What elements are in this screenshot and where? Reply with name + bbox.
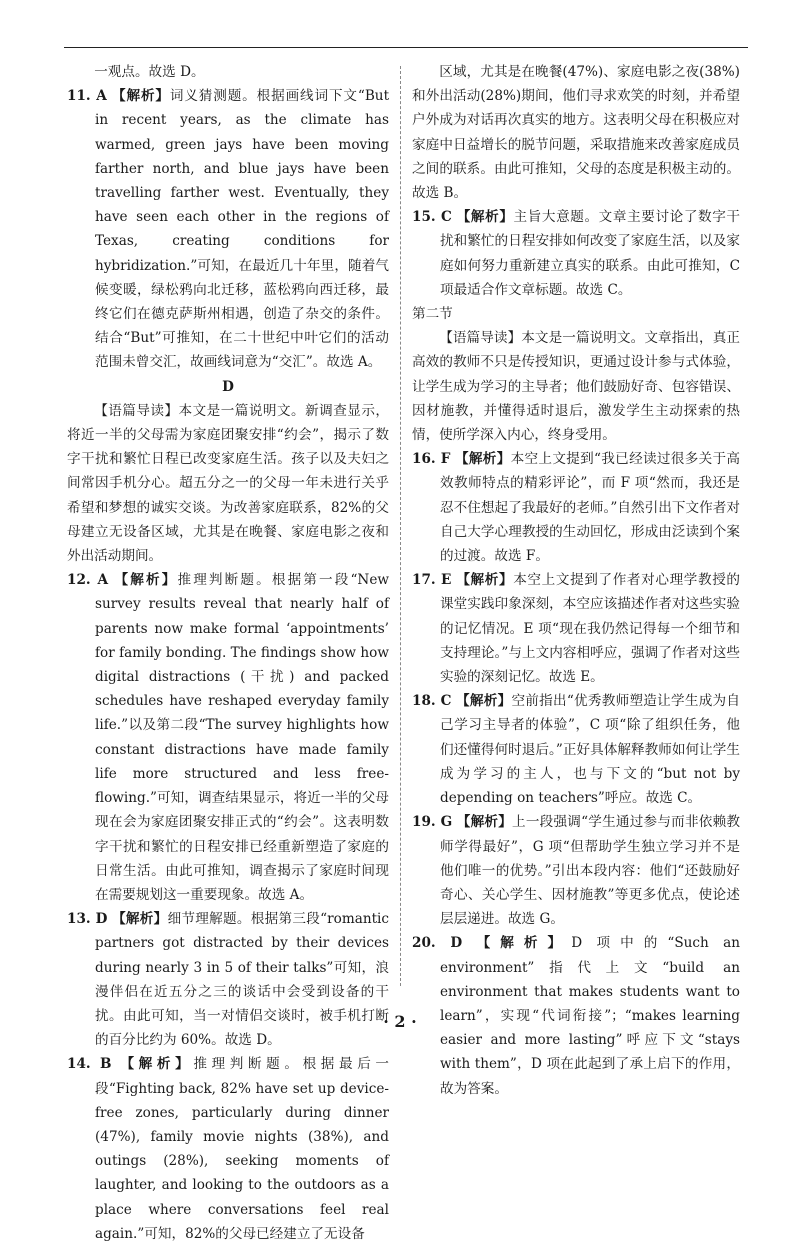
item-number: 15. C	[412, 209, 452, 226]
analysis-text: 推理判断题。根据最后一段“Fighting back, 82% have set up device-free zones, particularly during dinner (47%), family movie nights (38%), and outings (28%), seeking moments of laughter, and looking to the outdoors as a place where conversations feel real again.”可知，82%的父母已经建立了无设备	[95, 1056, 390, 1242]
analysis-tag: 【解析】	[456, 209, 514, 226]
analysis-tag: 【解析】	[120, 1056, 194, 1073]
analysis-text: 推理判断题。根据第一段“New survey results reveal that nearly half of parents now make formal ‘appointments’ for family bonding. The findings show how digital distractions (干扰) and packed schedules have reshaped everyday family life.”以及第二段“The survey highlights how constant distractions have made family life more structured and less free-flowing.”可知，调查结果显示，将近一半的父母现在会为家庭团聚安排正式的“约会”。这表明数字干扰和繁忙的日程安排已经重新塑造了家庭的日常生活。由此可推知，调查揭示了家庭时间现在需要规划这一重要现象。故选 A。	[95, 572, 390, 903]
passage-heading: D	[222, 378, 234, 395]
analysis-text: 空前指出“优秀教师塑造让学生成为自己学习主导者的体验”，C 项“除了组织任务，他们还懂得何时退后。”正好具体解释教师如何让学生成为学习的主人，也与下文的“but not by depending on teachers”呼应。故选 C。	[440, 693, 741, 807]
item-number: 11. A	[67, 88, 107, 105]
analysis-tag: 【解析】	[456, 572, 514, 589]
answer-item	[412, 810, 740, 931]
column-divider	[400, 66, 401, 986]
item-number: 19. G	[412, 814, 453, 831]
answer-item	[412, 568, 740, 689]
answer-item	[67, 568, 389, 907]
passage-guide: 【语篇导读】本文是一篇说明文。文章指出，真正高效的教师不只是传授知识，更通过设计参与式体验，让学生成为学习的主导者；他们鼓励好奇、包容错误、因材施教，并懂得适时退后，激发学生主动探索的热情，使所学深入内心，终身受用。	[412, 330, 740, 444]
analysis-text: 词义猜测题。根据画线词下文“But in recent years, as the climate has warmed, green jays have been moving farther north, and blue jays have been travelling farther west. Eventually, they have seen each other in the regions of Texas, creating conditions for hybridization.”可知，在最近几十年里，随着气候变暖，绿松鸦向北迁移，蓝松鸦向西迁移，最终它们在德克萨斯州相遇，创造了杂交的条件。结合“But”可推知，在二十世纪中叶它们的活动范围未曾交汇，故画线词意为“交汇”。故选 A。	[95, 88, 390, 371]
analysis-tag: 【解析】	[456, 693, 512, 710]
answer-item	[67, 1052, 389, 1246]
item-number: 12. A	[67, 572, 109, 589]
continued-text: 区域，尤其是在晚餐(47%)、家庭电影之夜(38%)和外出活动(28%)期间，他们寻求欢笑的时刻，并希望户外成为对话再次真实的地方。这表明父母在积极应对家庭中日益增长的脱节问题，采取措施来改善家庭成员之间的联系。由此可推知，父母的态度是积极主动的。故选 B。	[412, 64, 740, 202]
left-column	[67, 60, 389, 1246]
item-number: 13. D	[67, 911, 108, 928]
item-number: 18. C	[412, 693, 452, 710]
section-heading: 第二节	[412, 306, 453, 323]
analysis-text: 主旨大意题。文章主要讨论了数字干扰和繁忙的日程安排如何改变了家庭生活，以及家庭如何努力重新建立真实的联系。由此可推知，C 项最适合作文章标题。故选 C。	[440, 209, 741, 298]
analysis-text: 细节理解题。根据第三段“romantic partners got distracted by their devices during nearly 3 in 5 of their talks”可知，浪漫伴侣在近五分之三的谈话中会受到设备的干扰。由此可知，当一对情侣交谈时，被手机打断的百分比约为 60%。故选 D。	[95, 911, 389, 1049]
answer-item	[67, 84, 389, 374]
page-number: · 2 ·	[383, 1012, 417, 1031]
answer-item	[412, 689, 740, 810]
item-number: 17. E	[412, 572, 452, 589]
item-number: 16. F	[412, 451, 451, 468]
analysis-tag: 【解析】	[114, 572, 178, 589]
analysis-text: D 项中的“Such an environment”指代上文“build an environment that makes students want to learn”，实现“代词衔接”；“makes learning easier and more lasting”呼应下文“stays with them”，D 项在此起到了承上启下的作用，故为答案。	[440, 935, 741, 1097]
passage-guide: 【语篇导读】本文是一篇说明文。新调查显示，将近一半的父母需为家庭团聚安排“约会”，揭示了数字干扰和繁忙日程已改变家庭生活。孩子以及夫妇之间常因手机分心。超五分之一的父母一年未进行关乎希望和梦想的诚实交谈。为改善家庭联系，82%的父母建立无设备区域，尤其是在晚餐、家庭电影之夜和外出活动期间。	[67, 402, 389, 565]
answer-item	[412, 447, 740, 568]
analysis-text: 上一段强调“学生通过参与而非依赖教师学得最好”，G 项“但帮助学生独立学习并不是他们唯一的优势。”引出本段内容：他们“还鼓励好奇心、关心学生、因材施教”等更多优点，使论述层层递进。故选 G。	[440, 814, 741, 928]
analysis-tag: 【解析】	[456, 814, 513, 831]
analysis-text: 本空上文提到了作者对心理学教授的课堂实践印象深刻，本空应该描述作者对这些实验的记忆情况。E 项“现在我仍然记得每一个细节和支持理论。”与上文内容相呼应，强调了作者对这些实验的深刻记忆。故选 E。	[440, 572, 741, 686]
right-column	[412, 60, 740, 1101]
analysis-tag: 【解析】	[476, 935, 572, 952]
continued-text: 一观点。故选 D。	[94, 64, 205, 80]
item-number: 20. D	[412, 935, 463, 952]
analysis-text: 本空上文提到“我已经读过很多关于高效教师特点的精彩评论”，而 F 项“然而，我还是忍不住想起了我最好的老师。”自然引出下文作者对自己大学心理教授的生动回忆，形成由泛读到个案的过渡。故选 F。	[440, 451, 741, 565]
analysis-tag: 【解析】	[112, 911, 168, 928]
item-number: 14. B	[67, 1056, 112, 1073]
header-rule	[64, 47, 748, 48]
analysis-tag: 【解析】	[112, 88, 170, 105]
analysis-tag: 【解析】	[454, 451, 511, 468]
answer-item	[412, 205, 740, 302]
